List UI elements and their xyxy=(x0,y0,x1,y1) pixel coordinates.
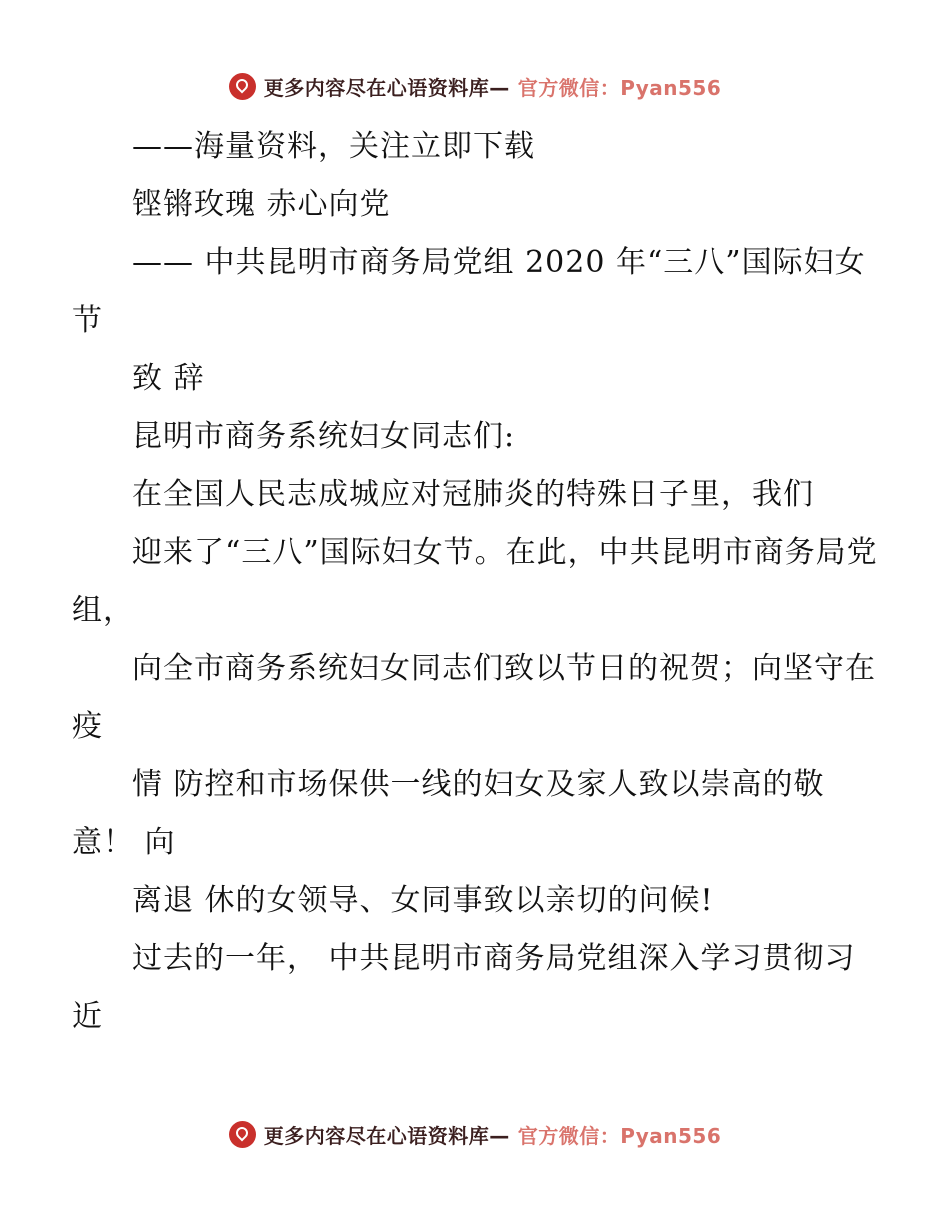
watermark-top xyxy=(0,72,950,101)
heart-logo-icon xyxy=(229,73,256,100)
paragraph: 在全国人民志成城应对冠肺炎的特殊日子里，我们 xyxy=(132,477,814,512)
paragraph: 情 防控和市场保供一线的妇女及家人致以崇高的敬意！ 向 xyxy=(72,767,825,860)
watermark-bottom-contact: 官方微信：Pyan556 xyxy=(517,1124,722,1148)
paragraph: ——海量资料，关注立即下载 xyxy=(132,129,535,164)
watermark-top-contact: 官方微信：Pyan556 xyxy=(517,76,722,100)
heart-logo-icon xyxy=(229,1121,256,1148)
paragraph: —— 中共昆明市商务局党组 2020 年“三八”国际妇女节 xyxy=(72,245,866,338)
paragraph: 向全市商务系统妇女同志们致以节日的祝贺；向坚守在疫 xyxy=(72,651,876,744)
watermark-bottom-text: 更多内容尽在心语资料库— xyxy=(263,1124,510,1148)
document-content xyxy=(72,118,878,1046)
paragraph: 迎来了“三八”国际妇女节。在此，中共昆明市商务局党组， xyxy=(72,535,878,628)
paragraph: 铿锵玫瑰 赤心向党 xyxy=(132,187,391,222)
watermark-top-text: 更多内容尽在心语资料库— xyxy=(263,76,510,100)
paragraph: 致 辞 xyxy=(132,361,205,396)
watermark-bottom xyxy=(0,1120,950,1149)
paragraph: 离退 休的女领导、女同事致以亲切的问候! xyxy=(132,883,714,918)
paragraph: 昆明市商务系统妇女同志们: xyxy=(132,419,516,454)
paragraph: 过去的一年， 中共昆明市商务局党组深入学习贯彻习近 xyxy=(72,941,856,1034)
